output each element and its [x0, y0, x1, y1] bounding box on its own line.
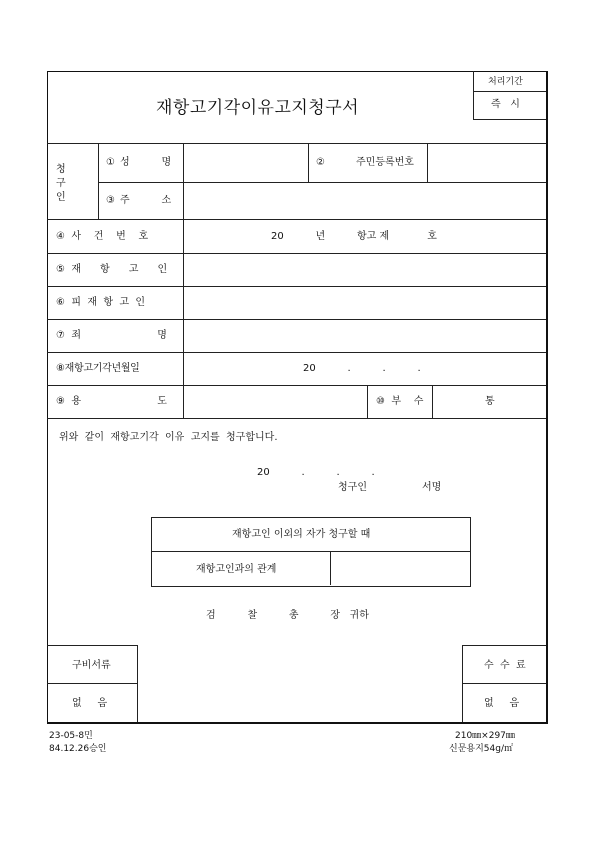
rrn-label: 주민등록번호	[356, 157, 414, 168]
respondent-field[interactable]	[185, 288, 543, 317]
copies-unit: 통	[485, 396, 495, 407]
row-line	[98, 182, 546, 183]
claimant-label: 청 구 인	[56, 164, 66, 203]
row-line	[47, 253, 546, 254]
paper-size: 210㎜×297㎜	[455, 731, 515, 741]
fee-divider	[462, 683, 546, 684]
relation-label: 재항고인과의 관계	[196, 564, 277, 575]
col-line	[308, 143, 309, 182]
respondent-label: ⑥ 피 재 항 고 인	[56, 297, 146, 308]
col-line	[98, 143, 99, 219]
dismissal-date-value[interactable]: 20 . . .	[303, 363, 421, 374]
copies-label: ⑩ 부 수	[376, 396, 424, 407]
row-line	[47, 319, 546, 320]
period-box-bottom	[473, 119, 546, 120]
fee-top	[462, 645, 546, 646]
row-line	[47, 385, 546, 386]
attachments-right	[137, 645, 138, 722]
dismissal-date-label: ⑧재항고기각년월일	[56, 363, 140, 374]
rrn-number: ②	[316, 157, 325, 168]
crime-label: ⑦ 죄 명	[56, 330, 167, 341]
row-line	[47, 352, 546, 353]
other-claimant-header: 재항고인 이외의 자가 청구할 때	[232, 529, 371, 540]
attachments-label: 구비서류	[72, 660, 111, 671]
name-number: ①	[106, 157, 115, 168]
approval-date: 84.12.26승인	[49, 744, 107, 754]
col-line	[367, 385, 368, 418]
use-label: ⑨ 용 도	[56, 396, 167, 407]
address-label: 주 소	[120, 195, 172, 206]
row-line	[47, 219, 546, 220]
form-title: 재항고기각이유고지청구서	[156, 98, 360, 118]
relation-field[interactable]	[332, 553, 468, 584]
request-date[interactable]: 20 . . .	[257, 467, 375, 478]
name-label: 성 명	[120, 157, 172, 168]
row-line	[47, 418, 546, 419]
addressee: 검 찰 총 장 귀하	[206, 610, 369, 621]
name-field[interactable]	[185, 145, 306, 180]
processing-period-label: 처리기간	[488, 77, 523, 87]
period-box-divider	[473, 91, 546, 92]
paper-type: 신문용지54g/㎡	[449, 744, 513, 754]
claimant-sign-label: 청구인	[338, 482, 367, 493]
rrn-field[interactable]	[429, 145, 543, 180]
case-number-label: ④ 사 건 번 호	[56, 231, 149, 242]
case-number-value[interactable]: 20 년 항고 제 호	[271, 231, 437, 242]
signature-label[interactable]: 서명	[422, 482, 442, 493]
other-claimant-col	[330, 551, 331, 585]
form-number: 23-05-8민	[49, 731, 93, 741]
attachments-divider	[47, 683, 137, 684]
period-box-left	[473, 71, 474, 119]
reappellant-field[interactable]	[185, 255, 543, 284]
row-line	[47, 286, 546, 287]
processing-period-value: 즉 시	[491, 99, 520, 110]
reappellant-label: ⑤ 재 항 고 인	[56, 264, 168, 275]
attachments-value: 없 음	[72, 698, 108, 709]
use-field[interactable]	[185, 387, 365, 416]
col-line	[427, 143, 428, 182]
col-line	[183, 143, 184, 418]
fee-value: 없 음	[484, 698, 520, 709]
fee-label: 수 수 료	[484, 660, 526, 671]
row-line	[47, 143, 546, 144]
col-line	[432, 385, 433, 418]
address-field[interactable]	[185, 184, 543, 217]
crime-field[interactable]	[185, 321, 543, 350]
address-number: ③	[106, 195, 115, 206]
request-statement: 위와 같이 재항고기각 이유 고지를 청구합니다.	[59, 432, 278, 443]
attachments-top	[47, 645, 137, 646]
other-claimant-divider	[151, 551, 470, 552]
